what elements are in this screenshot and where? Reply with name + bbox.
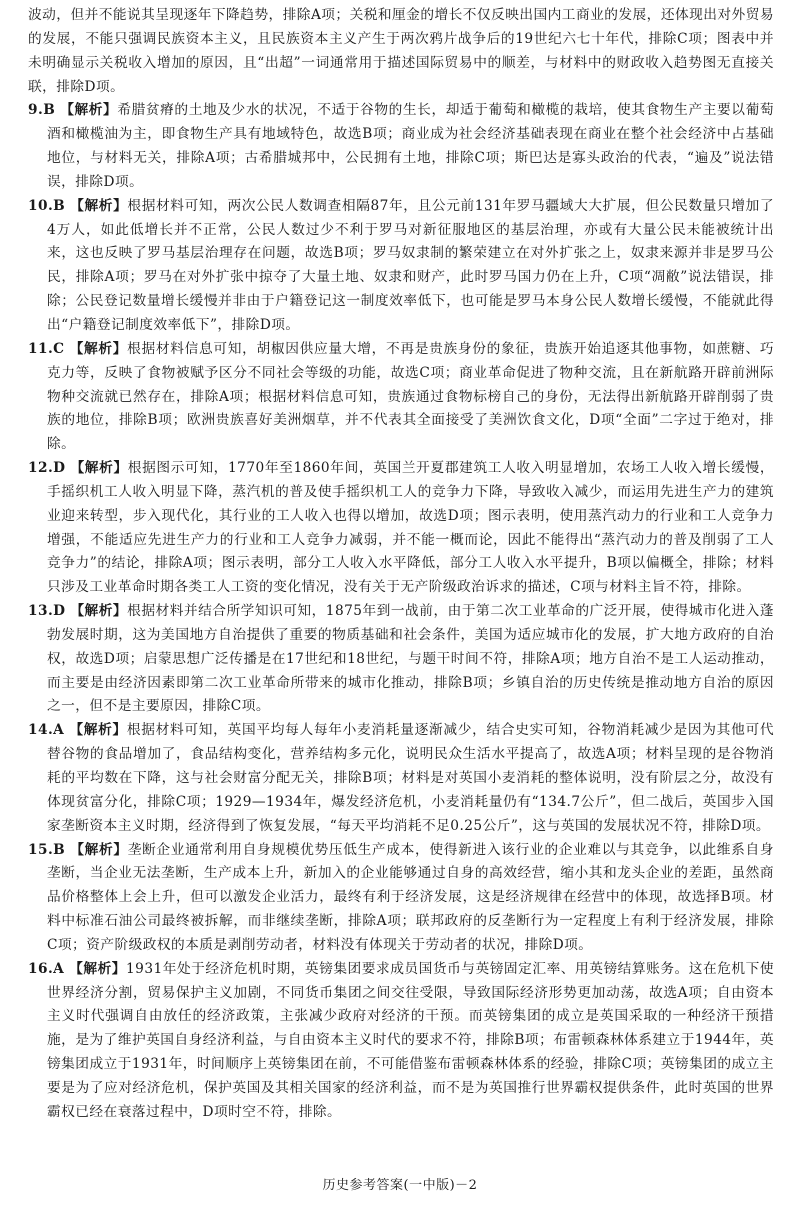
analysis-tag: 【解析】 bbox=[69, 340, 128, 357]
item-text: 根据材料可知，英国平均每人每年小麦消耗量逐渐减少，结合史实可知，谷物消耗减少是因为其他可代替谷物的食品增加了，食品结构变化，营养结构多元化，说明民众生活水平提高了，故选A项；材料呈现的是谷物消耗的平均数在下降，这与社会财富分配无关，排除B项；材料是对英国小麦消耗的整体说明，没有阶层之分，故没有体现贫富分化，排除C项；1929—1934年，爆发经济危机，小麦消耗量仍有“134.7公斤”，但二战后，英国步入国家垄断资本主义时期，经济得到了恢复发展，“每天平均消耗不足0.25公斤”，这与英国的发展状况不符，排除D项。 bbox=[47, 722, 774, 834]
item-number: 15. bbox=[28, 841, 54, 858]
item-number: 10. bbox=[28, 197, 54, 214]
item-number: 11. bbox=[28, 340, 54, 357]
item-answer: B bbox=[53, 197, 66, 214]
item-answer: B bbox=[43, 102, 56, 119]
item-answer: C bbox=[53, 340, 65, 357]
item-text: 根据材料并结合所学知识可知，1875年到一战前，由于第二次工业革命的广泛开展，使得城市化进入蓬勃发展时期，这为美国地方自治提供了重要的物质基础和社会条件，美国为适应城市化的发展，扩大地方政府的自治权，故选D项；启蒙思想广泛传播是在17世纪和18世纪，与题干时间不符，排除A项；地方自治不是工人运动推动，而主要是由经济因素即第二次工业革命所带来的城市化推动，排除B项；乡镇自治的历史传统是推动地方自治的原因之一，但不是主要原因，排除C项。 bbox=[47, 603, 774, 715]
intro-paragraph: 波动，但并不能说其呈现逐年下降趋势，排除A项；关税和厘金的增长不仅反映出国内工商业的发展，还体现出对外贸易的发展，不能只强调民族资本主义，且民族资本主义产生于两次鸦片战争后的19世纪六七十年代，排除C项；图表中并未明确显示关税收入增加的原因，且“出超”一词通常用于描述国际贸易中的顺差，与材料中的财政收入趋势图无直接关联，排除D项。 bbox=[28, 7, 774, 95]
item-answer: A bbox=[53, 960, 65, 977]
item-answer: A bbox=[53, 722, 65, 739]
answer-item-11 bbox=[28, 338, 774, 457]
answer-item-14 bbox=[28, 719, 774, 838]
item-text: 根据图示可知，1770年至1860年间，英国兰开夏郡建筑工人收入明显增加，农场工人收入增长缓慢，手摇织机工人收入明显下降，蒸汽机的普及使手摇织机工人的竞争力下降，导致收入减少，而运用先进生产力的建筑业迎来转型，步入现代化，其行业的工人收入也得以增加，故选D项；图示表明，使用蒸汽动力的行业和工人竞争力增强，不能适应先进生产力的行业和工人竞争力减弱，并不能一概而论，因此不能得出“蒸汽动力的普及削弱了工人竞争力”的结论，排除A项；图示表明，部分工人收入水平降低，部分工人收入水平提升，B项以偏概全，排除；材料只涉及工业革命时期各类工人工资的变化情况，没有关于无产阶级政治诉求的描述，C项与材料主旨不符，排除。 bbox=[47, 460, 774, 596]
answer-item-13 bbox=[28, 600, 774, 719]
analysis-tag: 【解析】 bbox=[70, 603, 128, 620]
item-text: 根据材料信息可知，胡椒因供应量大增，不再是贵族身份的象征，贵族开始追逐其他事物，如蔗糖、巧克力等，反映了食物被赋予区分不同社会等级的功能，故选C项；商业革命促进了物种交流，且在新航路开辟前洲际物种交流就已然存在，排除A项；根据材料信息可知，贵族通过食物标榜自己的身份，无法得出新航路开辟削弱了贵族的地位，排除B项；欧洲贵族喜好美洲烟草，并不代表其全面接受了美洲饮食文化，D项“全面”二字过于绝对，排除。 bbox=[47, 340, 774, 453]
item-text: 1931年处于经济危机时期，英镑集团要求成员国货币与英镑固定汇率、用英镑结算账务。这在危机下使世界经济分割，贸易保护主义加剧，不同货币集团之间交往受限，导致国际经济形势更加动荡，故选A项；自由资本主义时代强调自由放任的经济政策，主张减少政府对经济的干预。而英镑集团的成立是英国采取的一种经济干预措施，是为了维护英国自身经济利益，与自由资本主义时代的要求不符，排除B项；布雷顿森林体系建立于1944年，英镑集团成立于1931年，时间顺序上英镑集团在前，不可能借鉴布雷顿森林体系的经验，排除C项；英镑集团的成立主要是为了应对经济危机，保护英国及其相关国家的经济利益，而不是为英国推行世界霸权提供条件，此时英国的世界霸权已经在衰落过程中，D项时空不符，排除。 bbox=[47, 960, 774, 1120]
item-answer: D bbox=[53, 460, 66, 477]
answer-item-15 bbox=[28, 839, 774, 958]
answer-item-12 bbox=[28, 457, 774, 600]
item-text: 根据材料可知，两次公民人数调查相隔87年，且公元前131年罗马疆域大大扩展，但公民数量只增加了4万人，如此低增长并不正常，公民人数过少不利于罗马对新征服地区的基层治理，亦或有大量公民未能被统计出来，这也反映了罗马基层治理存在问题，故选B项；罗马奴隶制的繁荣建立在对外扩张之上，奴隶来源并非是罗马公民，排除A项；罗马在对外扩张中掠夺了大量土地、奴隶和财产，此时罗马国力仍在上升，C项“凋敝”说法错误，排除；公民登记数量增长缓慢并非由于户籍登记这一制度效率低下，也可能是罗马本身公民人数增长缓慢，不能就此得出“户籍登记制度效率低下”，排除D项。 bbox=[47, 197, 774, 333]
item-number: 14. bbox=[28, 722, 54, 739]
analysis-tag: 【解析】 bbox=[60, 102, 118, 119]
analysis-tag: 【解析】 bbox=[70, 460, 128, 477]
item-number: 13. bbox=[28, 603, 54, 620]
analysis-tag: 【解析】 bbox=[70, 197, 128, 214]
answer-item-9 bbox=[28, 99, 774, 194]
item-text: 垄断企业通常利用自身规模优势压低生产成本，使得新进入该行业的企业难以与其竞争，以此维系自身垄断，当企业无法垄断，生产成本上升，新加入的企业能够通过自身的高效经营，缩小其和龙头企业的差距，虽然商品价格整体上会上升，但可以激发企业活力，最终有利于经济发展，这是经济规律在经营中的体现，故选择B项。材料中标准石油公司最终被拆解，而非继续垄断，排除A项；联邦政府的反垄断行为一定程度上有利于经济发展，排除C项；资产阶级政权的本质是剥削劳动者，材料没有体现关于劳动者的状况，排除D项。 bbox=[47, 841, 774, 953]
item-number: 16. bbox=[28, 960, 54, 977]
item-answer: D bbox=[53, 603, 66, 620]
item-answer: B bbox=[53, 841, 66, 858]
analysis-tag: 【解析】 bbox=[70, 841, 128, 858]
answer-item-16 bbox=[28, 958, 774, 1125]
answer-content bbox=[28, 4, 774, 1125]
analysis-tag: 【解析】 bbox=[69, 960, 127, 977]
item-text: 希腊贫瘠的土地及少水的状况，不适于谷物的生长，却适于葡萄和橄榄的栽培，使其食物生产主要以葡萄酒和橄榄油为主，即食物生产具有地域特色，故选B项；商业成为社会经济基础表现在商业在整个社会经济中占基础地位，与材料无关，排除A项；古希腊城邦中，公民拥有土地，排除C项；斯巴达是寡头政治的代表，“遍及”说法错误，排除D项。 bbox=[47, 102, 774, 190]
item-number: 12. bbox=[28, 460, 54, 477]
analysis-tag: 【解析】 bbox=[69, 722, 127, 739]
item-number: 9. bbox=[28, 102, 44, 119]
answer-item-10 bbox=[28, 195, 774, 338]
page-footer: 历史参考答案(一中版)－2 bbox=[322, 1178, 478, 1193]
